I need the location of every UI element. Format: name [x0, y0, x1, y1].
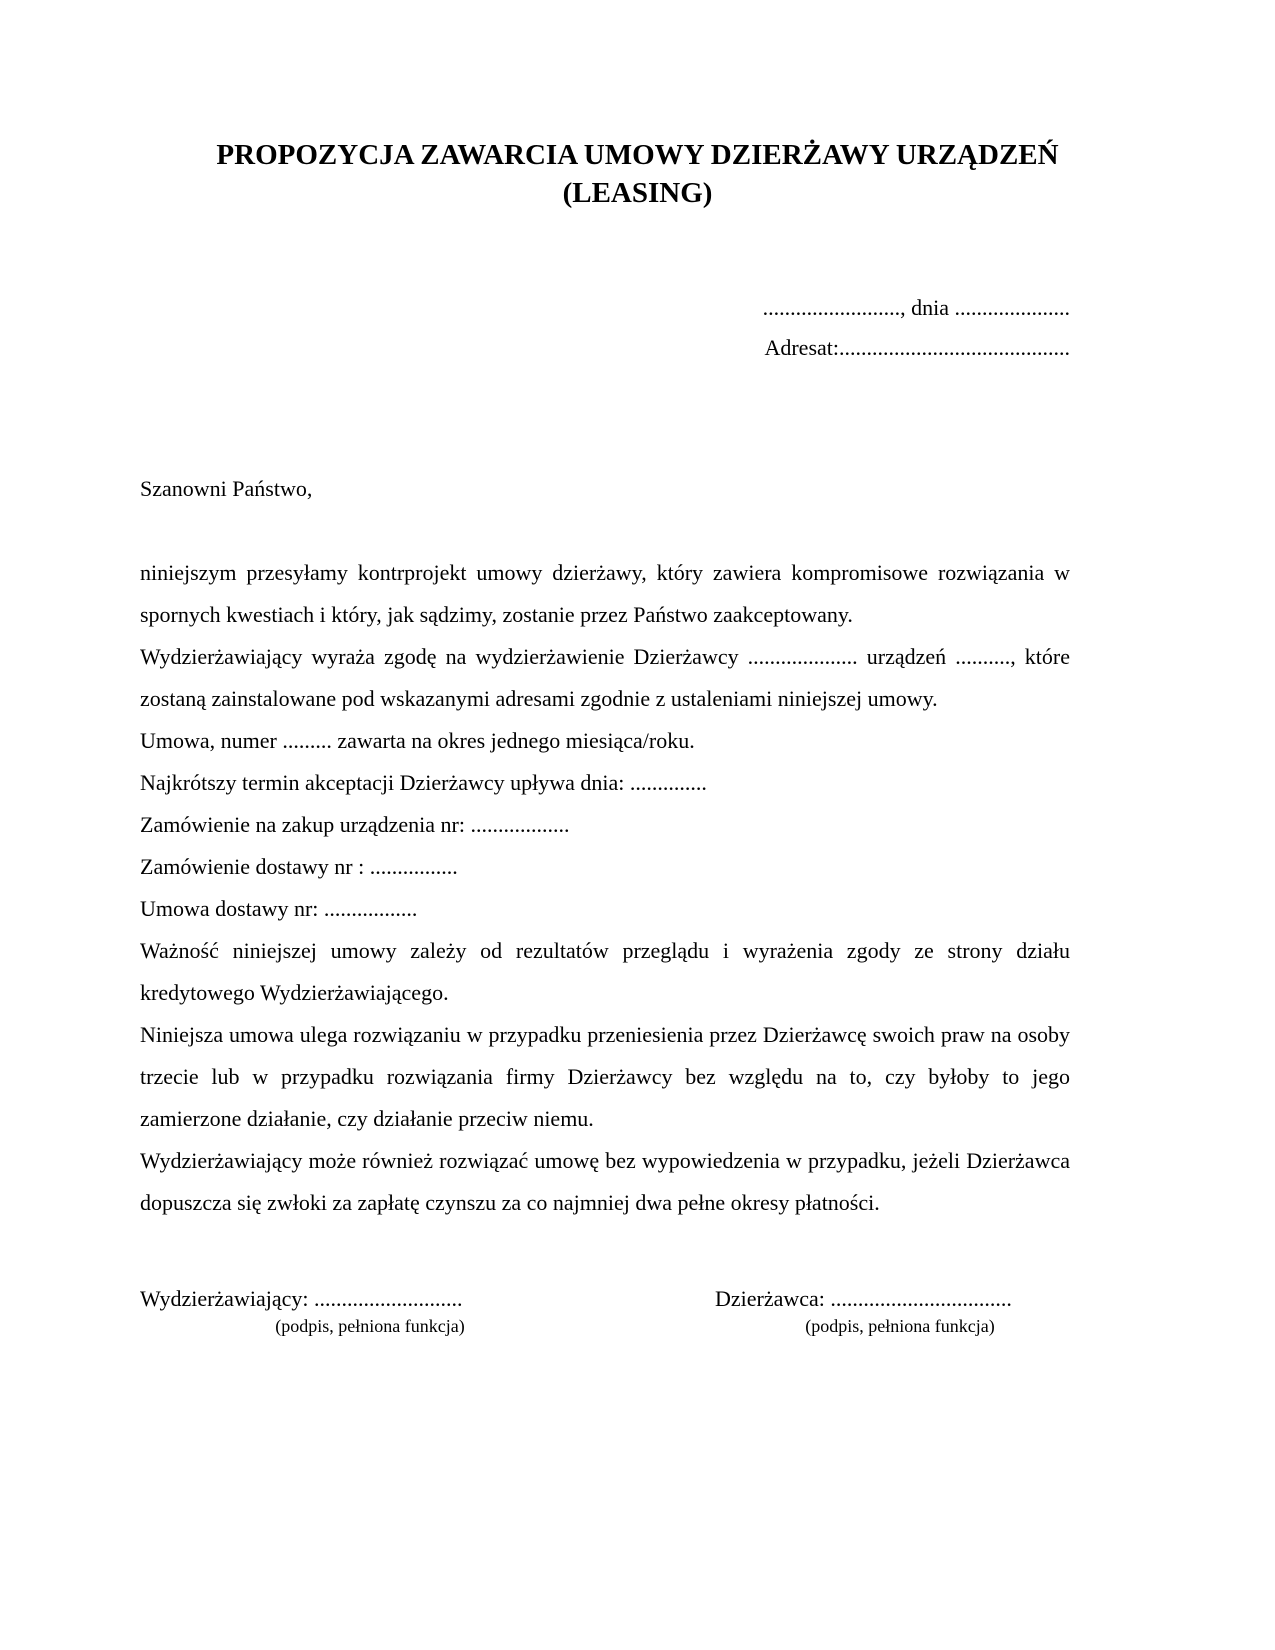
addressee-line: Adresat:.......................................... — [764, 335, 1070, 360]
paragraph: Umowa dostawy nr: ................. — [140, 896, 418, 921]
salutation: Szanowni Państwo, — [140, 476, 313, 501]
signature-lessee — [715, 1286, 1045, 1337]
paragraph: niniejszym przesyłamy kontrprojekt umowy dzierżawy, który zawiera kompromisowe rozwiązania w spornych kwestiach i który, jak sądzimy, zostanie przez Państwo zaakceptowany. — [140, 560, 1070, 627]
paragraph: Wydzierżawiający wyraża zgodę na wydzierżawienie Dzierżawcy .................... urządzeń .........., które zostaną zainstalowane pod wskazanymi adresami zgodnie z ustaleniami niniejszej umowy. — [140, 644, 1070, 711]
document-title — [0, 136, 1275, 212]
paragraph: Zamówienie na zakup urządzenia nr: .................. — [140, 812, 570, 837]
paragraph: Wydzierżawiający może również rozwiązać umowę bez wypowiedzenia w przypadku, jeżeli Dzierżawca dopuszcza się zwłoki za zapłatę czynszu za co najmniej dwa pełne okresy płatności. — [140, 1148, 1070, 1215]
lessee-signature-line: Dzierżawca: ................................. — [715, 1286, 1012, 1311]
paragraph: Najkrótszy termin akceptacji Dzierżawcy upływa dnia: .............. — [140, 770, 707, 795]
header-right-block — [763, 288, 1070, 368]
paragraph: Niniejsza umowa ulega rozwiązaniu w przypadku przeniesienia przez Dzierżawcę swoich praw na osoby trzecie lub w przypadku rozwiązania firmy Dzierżawcy bez względu na to, czy byłoby to jego zamierzone działanie, czy działanie przeciw niemu. — [140, 1022, 1070, 1131]
lessor-signature-line: Wydzierżawiający: ........................... — [140, 1286, 463, 1311]
signature-lessor — [140, 1286, 510, 1337]
paragraph: Umowa, numer ......... zawarta na okres jednego miesiąca/roku. — [140, 728, 695, 753]
paragraph: Zamówienie dostawy nr : ................ — [140, 854, 458, 879]
lessor-signature-caption: (podpis, pełniona funkcja) — [275, 1316, 465, 1336]
document-body — [140, 552, 1070, 1224]
date-line: ........................., dnia ..................... — [762, 295, 1070, 320]
title-line-1: PROPOZYCJA ZAWARCIA UMOWY DZIERŻAWY URZĄDZEŃ — [216, 139, 1059, 171]
paragraph: Ważność niniejszej umowy zależy od rezultatów przeglądu i wyrażenia zgody ze strony działu kredytowego Wydzierżawiającego. — [140, 938, 1070, 1005]
lessee-signature-caption: (podpis, pełniona funkcja) — [805, 1316, 995, 1336]
title-line-2: (LEASING) — [562, 177, 713, 209]
